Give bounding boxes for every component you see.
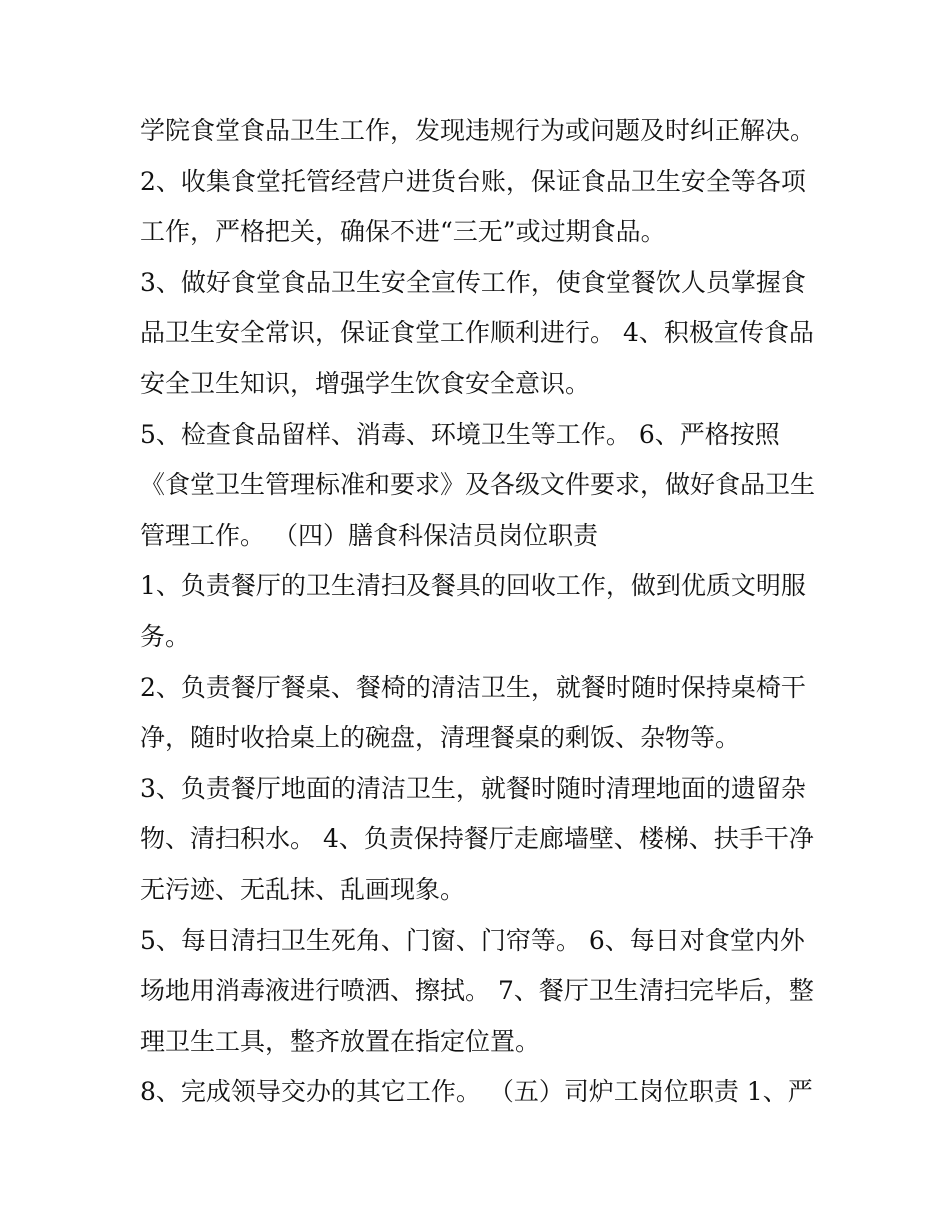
text-line: 5、检查食品留样、消毒、环境卫生等工作。 6、严格按照 [140,419,780,449]
text-line: 理卫生工具，整齐放置在指定位置。 [140,1026,541,1056]
text-line: 品卫生安全常识，保证食堂工作顺利进行。 4、积极宣传食品 [140,318,814,348]
text-line: 学院食堂食品卫生工作，发现违规行为或问题及时纠正解决。 [140,116,816,145]
text-line: 8、完成领导交办的其它工作。 （五）司炉工岗位职责 1、严 [140,1077,813,1107]
text-line: 工作，严格把关，确保不进“三无”或过期食品。 [140,217,666,247]
text-line: 《食堂卫生管理标准和要求》及各级文件要求，做好食品卫生 [140,470,816,500]
text-line: 3、负责餐厅地面的清洁卫生，就餐时随时清理地面的遗留杂 [140,773,806,803]
text-line: 务。 [140,621,191,651]
text-line: 5、每日清扫卫生死角、门窗、门帘等。 6、每日对食堂内外 [140,925,805,955]
text-line: 场地用消毒液进行喷洒、擦拭。 7、餐厅卫生清扫完毕后，整 [140,976,814,1006]
text-line: 无污迹、无乱抹、乱画现象。 [140,874,466,904]
document-body [140,106,830,1118]
text-line: 净，随时收拾桌上的碗盘，清理餐桌的剩饭、杂物等。 [140,723,741,753]
text-line: 3、做好食堂食品卫生安全宣传工作，使食堂餐饮人员掌握食 [140,267,806,297]
text-line: 安全卫生知识，增强学生饮食安全意识。 [140,368,591,398]
text-line: 物、清扫积水。 4、负责保持餐厅走廊墙壁、楼梯、扶手干净 [140,824,814,854]
text-line: 2、收集食堂托管经营户进货台账，保证食品卫生安全等各项 [140,166,806,196]
text-line: 管理工作。 （四）膳食科保洁员岗位职责 [140,520,598,550]
text-line: 1、负责餐厅的卫生清扫及餐具的回收工作，做到优质文明服 [140,571,806,601]
text-line: 2、负责餐厅餐桌、餐椅的清洁卫生，就餐时随时保持桌椅干 [140,672,806,702]
